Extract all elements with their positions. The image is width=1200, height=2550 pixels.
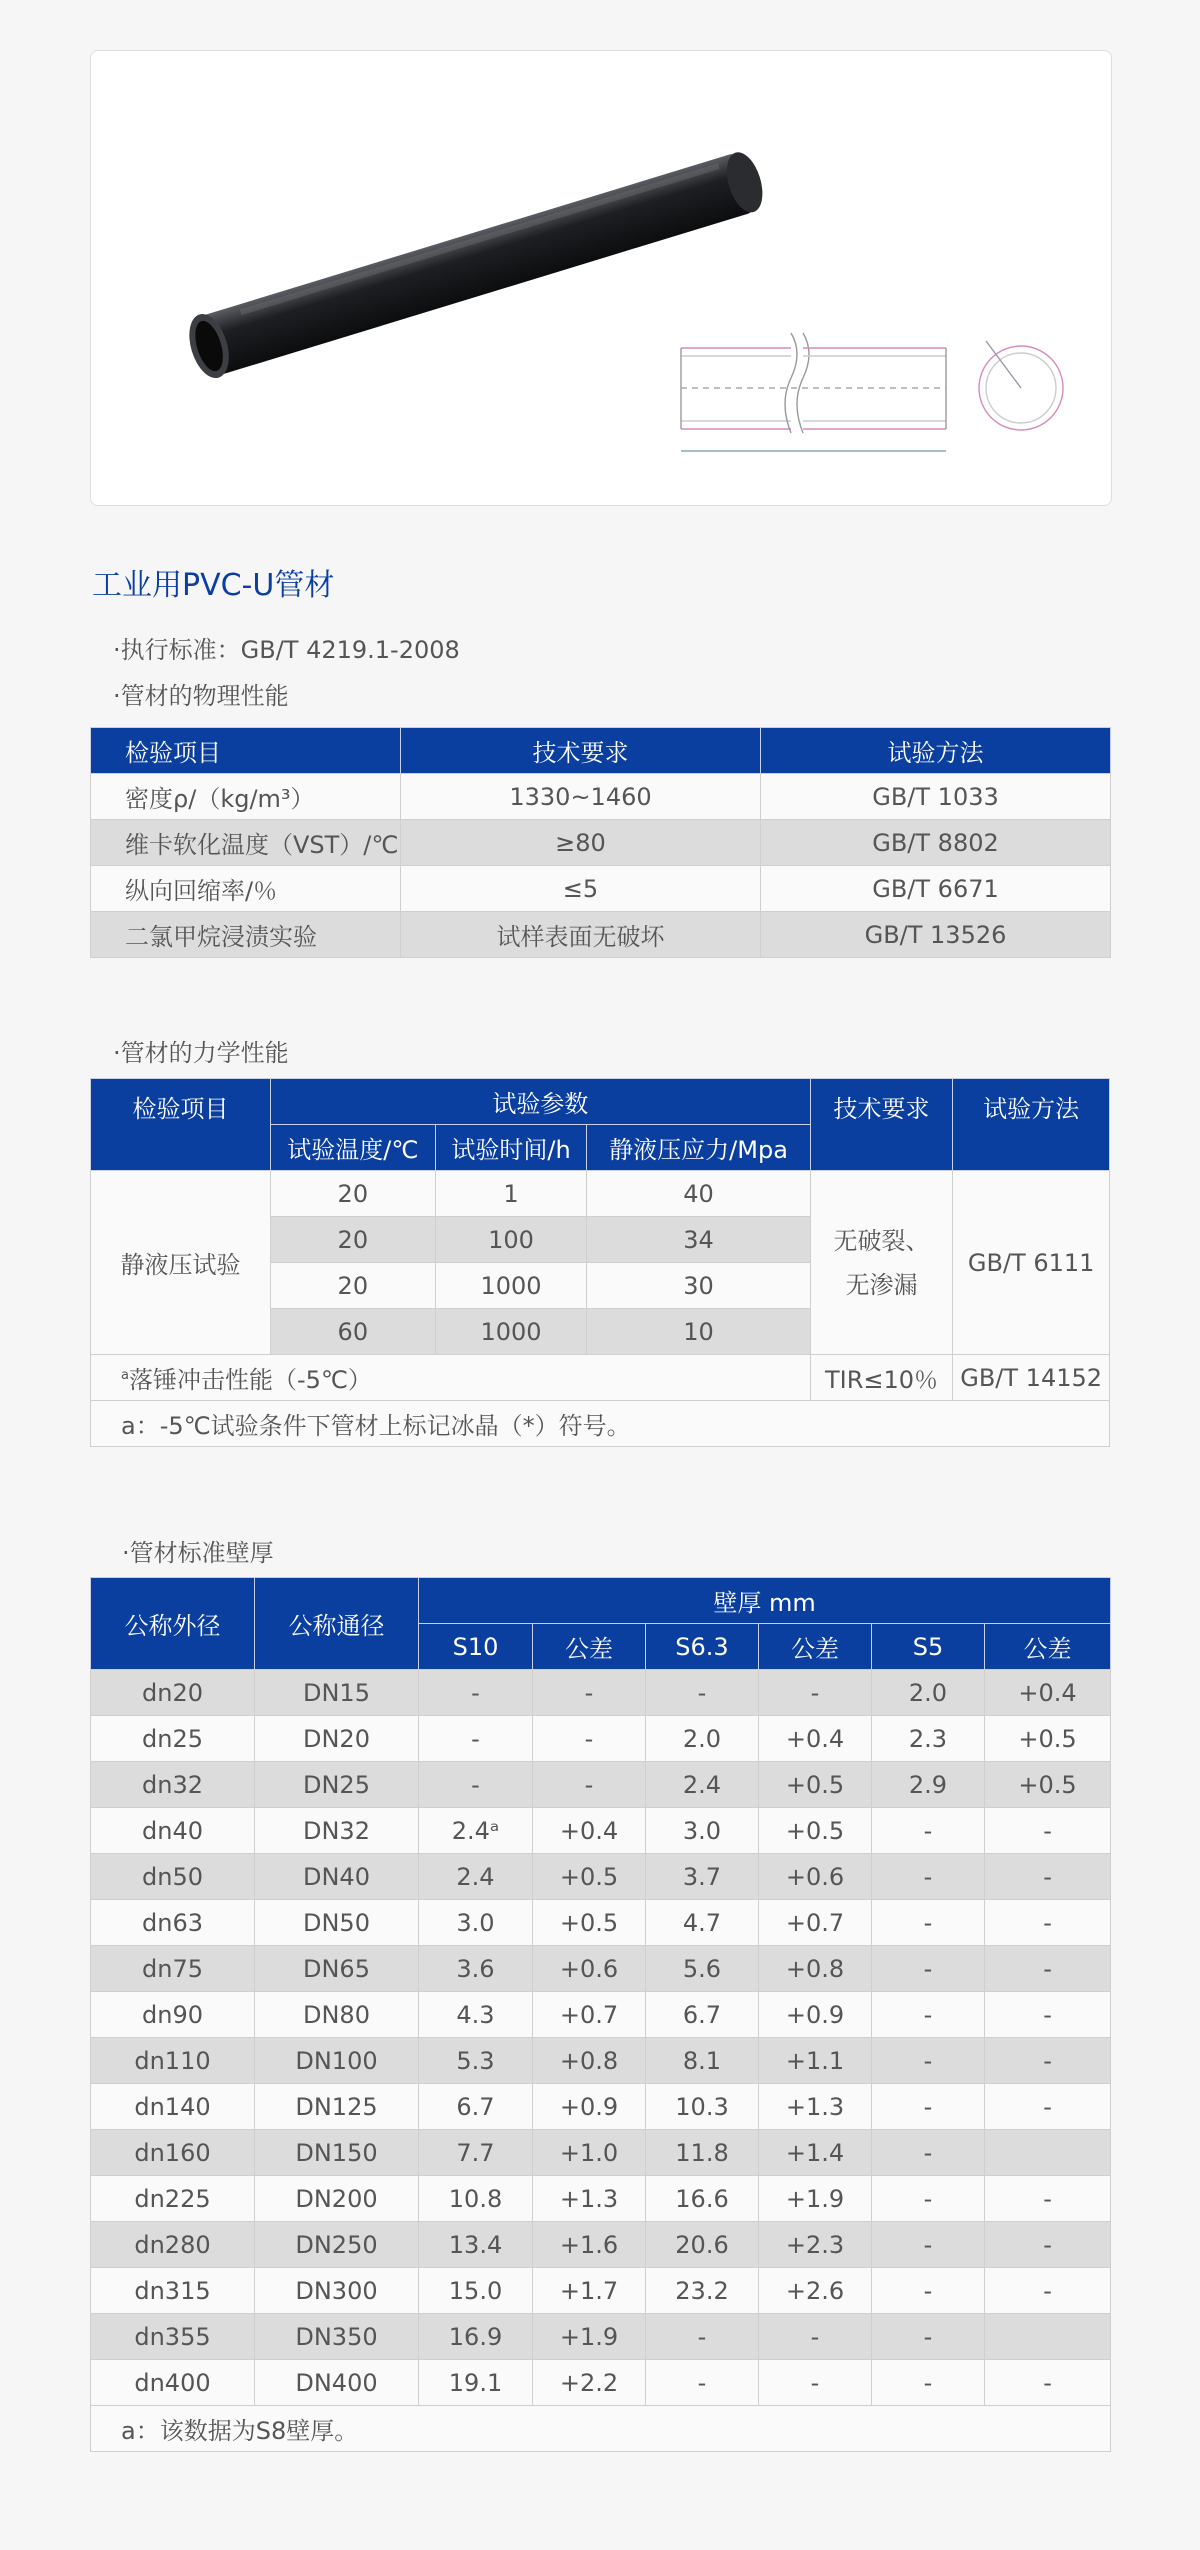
table-row (91, 866, 1111, 912)
cell: - (985, 2268, 1111, 2314)
wall-thickness-table (90, 1577, 1110, 2452)
cell: +1.3 (759, 2084, 872, 2130)
cell: GB/T 1033 (761, 774, 1111, 820)
cell: +2.2 (533, 2360, 646, 2406)
cell: 4.7 (646, 1900, 759, 1946)
wall-heading: ·管材标准壁厚 (122, 1539, 274, 1567)
cell: - (872, 1946, 985, 1992)
cell (985, 2130, 1111, 2176)
pipe-drawing (681, 333, 1063, 451)
col-header: 公称通径 (255, 1578, 419, 1670)
cell: dn280 (91, 2222, 255, 2268)
cell: +0.4 (985, 1670, 1111, 1716)
cell: 16.6 (646, 2176, 759, 2222)
cell: - (872, 1900, 985, 1946)
cell: DN400 (255, 2360, 419, 2406)
cell: 16.9 (419, 2314, 533, 2360)
cell: +2.3 (759, 2222, 872, 2268)
cell: 2.4 (646, 1762, 759, 1808)
cell: 1000 (435, 1309, 587, 1355)
table-row (91, 1854, 1111, 1900)
cell: 2.0 (646, 1716, 759, 1762)
cell: - (985, 2222, 1111, 2268)
table-row (91, 2360, 1111, 2406)
cell: - (872, 2268, 985, 2314)
cell: - (872, 1992, 985, 2038)
cell: +2.6 (759, 2268, 872, 2314)
cell: dn32 (91, 1762, 255, 1808)
cell: 1 (435, 1171, 587, 1217)
cell: - (985, 2038, 1111, 2084)
cell: 11.8 (646, 2130, 759, 2176)
cell: dn140 (91, 2084, 255, 2130)
cell: +0.5 (759, 1808, 872, 1854)
cell: - (646, 2314, 759, 2360)
cell: 23.2 (646, 2268, 759, 2314)
physical-properties-table (90, 727, 1110, 958)
cell: 4.3 (419, 1992, 533, 2038)
page-title: 工业用PVC-U管材 (92, 568, 335, 603)
cell: +1.0 (533, 2130, 646, 2176)
cell: 2.4ᵃ (419, 1808, 533, 1854)
cell: DN125 (255, 2084, 419, 2130)
standard-text: ·执行标准：GB/T 4219.1-2008 (113, 636, 460, 664)
cell: 试样表面无破坏 (401, 912, 761, 958)
pvc-pipe-illustration (91, 51, 1111, 505)
cell: DN150 (255, 2130, 419, 2176)
cell: +0.9 (533, 2084, 646, 2130)
cell: DN100 (255, 2038, 419, 2084)
table-row (91, 1946, 1111, 1992)
cell: dn20 (91, 1670, 255, 1716)
table-note: a：-5℃试验条件下管材上标记冰晶（*）符号。 (91, 1401, 1110, 1447)
cell: 3.7 (646, 1854, 759, 1900)
col-header: 试验方法 (953, 1079, 1110, 1171)
cell: dn355 (91, 2314, 255, 2360)
cell: +1.7 (533, 2268, 646, 2314)
cell: DN40 (255, 1854, 419, 1900)
cell: DN25 (255, 1762, 419, 1808)
table-row (91, 1808, 1111, 1854)
cell: 二氯甲烷浸渍实验 (91, 912, 401, 958)
col-header: 公差 (533, 1624, 646, 1670)
cell: dn110 (91, 2038, 255, 2084)
cell: - (646, 2360, 759, 2406)
cell: - (872, 2360, 985, 2406)
cell: dn315 (91, 2268, 255, 2314)
cell: 30 (587, 1263, 810, 1309)
cell: 2.4 (419, 1854, 533, 1900)
table-row (91, 2222, 1111, 2268)
cell: dn50 (91, 1854, 255, 1900)
cell: - (985, 2176, 1111, 2222)
col-header: S5 (872, 1624, 985, 1670)
cell: GB/T 6111 (953, 1171, 1110, 1355)
cell: - (419, 1762, 533, 1808)
col-header: 公称外径 (91, 1578, 255, 1670)
cell: dn160 (91, 2130, 255, 2176)
cell: - (872, 2222, 985, 2268)
cell: 5.3 (419, 2038, 533, 2084)
cell: 10.3 (646, 2084, 759, 2130)
cell: dn75 (91, 1946, 255, 1992)
cell: +0.6 (759, 1854, 872, 1900)
cell: 6.7 (419, 2084, 533, 2130)
cell: +0.5 (759, 1762, 872, 1808)
cell: +1.4 (759, 2130, 872, 2176)
cell: - (985, 1992, 1111, 2038)
product-image-card (90, 50, 1112, 506)
cell: 15.0 (419, 2268, 533, 2314)
cell: 静液压试验 (91, 1171, 271, 1355)
cell: dn25 (91, 1716, 255, 1762)
cell: DN32 (255, 1808, 419, 1854)
col-header: 检验项目 (91, 728, 401, 774)
cell: - (759, 2314, 872, 2360)
cell: +1.9 (533, 2314, 646, 2360)
col-header: 技术要求 (810, 1079, 953, 1171)
cell: +0.5 (985, 1762, 1111, 1808)
cell: DN300 (255, 2268, 419, 2314)
cell: - (985, 1946, 1111, 1992)
cell: TIR≤10％ (810, 1355, 953, 1401)
cell: dn40 (91, 1808, 255, 1854)
cell: 10.8 (419, 2176, 533, 2222)
cell: - (872, 2130, 985, 2176)
cell: 19.1 (419, 2360, 533, 2406)
cell: DN50 (255, 1900, 419, 1946)
cell: GB/T 8802 (761, 820, 1111, 866)
col-header: S10 (419, 1624, 533, 1670)
cell: ≤5 (401, 866, 761, 912)
cell: 20 (270, 1263, 435, 1309)
cell: - (872, 1854, 985, 1900)
cell: - (872, 1808, 985, 1854)
impact-label: 落锤冲击性能（-5℃） (128, 1366, 372, 1394)
cell: +0.5 (533, 1900, 646, 1946)
col-header: 技术要求 (401, 728, 761, 774)
table-row (91, 2130, 1111, 2176)
cell: GB/T 14152 (953, 1355, 1110, 1401)
cell: 3.6 (419, 1946, 533, 1992)
cell: GB/T 13526 (761, 912, 1111, 958)
col-header: S6.3 (646, 1624, 759, 1670)
cell: +1.1 (759, 2038, 872, 2084)
cell: dn90 (91, 1992, 255, 2038)
table-row (91, 820, 1111, 866)
table-row (91, 2268, 1111, 2314)
cell (985, 2314, 1111, 2360)
table-row (91, 2176, 1111, 2222)
col-header: 试验参数 (270, 1079, 810, 1125)
cell: 3.0 (419, 1900, 533, 1946)
cell: - (759, 1670, 872, 1716)
table-row (91, 1670, 1111, 1716)
table-row (91, 2084, 1111, 2130)
cell: DN350 (255, 2314, 419, 2360)
col-header: 公差 (759, 1624, 872, 1670)
cell: - (985, 1808, 1111, 1854)
cell: +0.9 (759, 1992, 872, 2038)
cell: - (872, 2176, 985, 2222)
cell: 5.6 (646, 1946, 759, 1992)
cell: +0.7 (759, 1900, 872, 1946)
cell: - (985, 2360, 1111, 2406)
cell: +0.4 (759, 1716, 872, 1762)
cell: - (533, 1670, 646, 1716)
mechanical-heading: ·管材的力学性能 (113, 1039, 289, 1067)
cell: 1000 (435, 1263, 587, 1309)
cell: 10 (587, 1309, 810, 1355)
cell: 2.0 (872, 1670, 985, 1716)
table-row (91, 2314, 1111, 2360)
cell: DN250 (255, 2222, 419, 2268)
col-header: 壁厚 mm (419, 1578, 1111, 1624)
cell: 34 (587, 1217, 810, 1263)
cell: - (533, 1716, 646, 1762)
cell: +0.8 (759, 1946, 872, 1992)
cell: 2.3 (872, 1716, 985, 1762)
cell: - (419, 1670, 533, 1716)
cell: 13.4 (419, 2222, 533, 2268)
col-header: 试验方法 (761, 728, 1111, 774)
cell: 7.7 (419, 2130, 533, 2176)
table-row (91, 1992, 1111, 2038)
cell: DN80 (255, 1992, 419, 2038)
cell: 40 (587, 1171, 810, 1217)
cell: 2.9 (872, 1762, 985, 1808)
cell: 20.6 (646, 2222, 759, 2268)
cell: DN15 (255, 1670, 419, 1716)
cell: 60 (270, 1309, 435, 1355)
cell: 纵向回缩率/％ (91, 866, 401, 912)
cell: DN20 (255, 1716, 419, 1762)
table-note-row (91, 1401, 1110, 1447)
col-header: 检验项目 (91, 1079, 271, 1171)
cell: 20 (270, 1217, 435, 1263)
cell: 20 (270, 1171, 435, 1217)
table-row (91, 1171, 1110, 1217)
table-row (91, 1355, 1110, 1401)
physical-heading: ·管材的物理性能 (113, 682, 289, 710)
cell: - (646, 1670, 759, 1716)
cell: - (872, 2084, 985, 2130)
cell: - (872, 2038, 985, 2084)
cell: 100 (435, 1217, 587, 1263)
cell (810, 1171, 953, 1355)
cell: - (759, 2360, 872, 2406)
table-note: a：该数据为S8壁厚。 (91, 2406, 1111, 2452)
footnote-marker: a (121, 1368, 129, 1383)
cell: +1.6 (533, 2222, 646, 2268)
cell: dn225 (91, 2176, 255, 2222)
cell: - (872, 2314, 985, 2360)
cell: DN65 (255, 1946, 419, 1992)
cell: GB/T 6671 (761, 866, 1111, 912)
mechanical-properties-table (90, 1078, 1110, 1447)
table-row (91, 912, 1111, 958)
col-header: 试验温度/℃ (270, 1125, 435, 1171)
cell: +0.7 (533, 1992, 646, 2038)
cell: - (985, 1900, 1111, 1946)
req-line-1: 无破裂、 (833, 1226, 930, 1255)
table-row (91, 1900, 1111, 1946)
cell: 密度ρ/（kg/m³） (91, 774, 401, 820)
table-note-row (91, 2406, 1111, 2452)
cell: +0.4 (533, 1808, 646, 1854)
table-row (91, 2038, 1111, 2084)
col-header: 静液压应力/Mpa (587, 1125, 810, 1171)
req-line-2: 无渗漏 (845, 1270, 918, 1299)
cell: +1.3 (533, 2176, 646, 2222)
cell: DN200 (255, 2176, 419, 2222)
table-row (91, 1716, 1111, 1762)
cell: 维卡软化温度（VST）/℃ (91, 820, 401, 866)
col-header: 试验时间/h (435, 1125, 587, 1171)
cell: +1.9 (759, 2176, 872, 2222)
cell: ≥80 (401, 820, 761, 866)
cell: dn400 (91, 2360, 255, 2406)
cell: 1330~1460 (401, 774, 761, 820)
cell: +0.8 (533, 2038, 646, 2084)
cell: - (533, 1762, 646, 1808)
cell: 6.7 (646, 1992, 759, 2038)
cell: - (985, 1854, 1111, 1900)
col-header: 公差 (985, 1624, 1111, 1670)
cell: 3.0 (646, 1808, 759, 1854)
cell (91, 1355, 811, 1401)
table-row (91, 774, 1111, 820)
cell: +0.5 (985, 1716, 1111, 1762)
cell: +0.5 (533, 1854, 646, 1900)
cell: dn63 (91, 1900, 255, 1946)
cell: +0.6 (533, 1946, 646, 1992)
cell: - (419, 1716, 533, 1762)
table-row (91, 1762, 1111, 1808)
cell: - (985, 2084, 1111, 2130)
cell: 8.1 (646, 2038, 759, 2084)
